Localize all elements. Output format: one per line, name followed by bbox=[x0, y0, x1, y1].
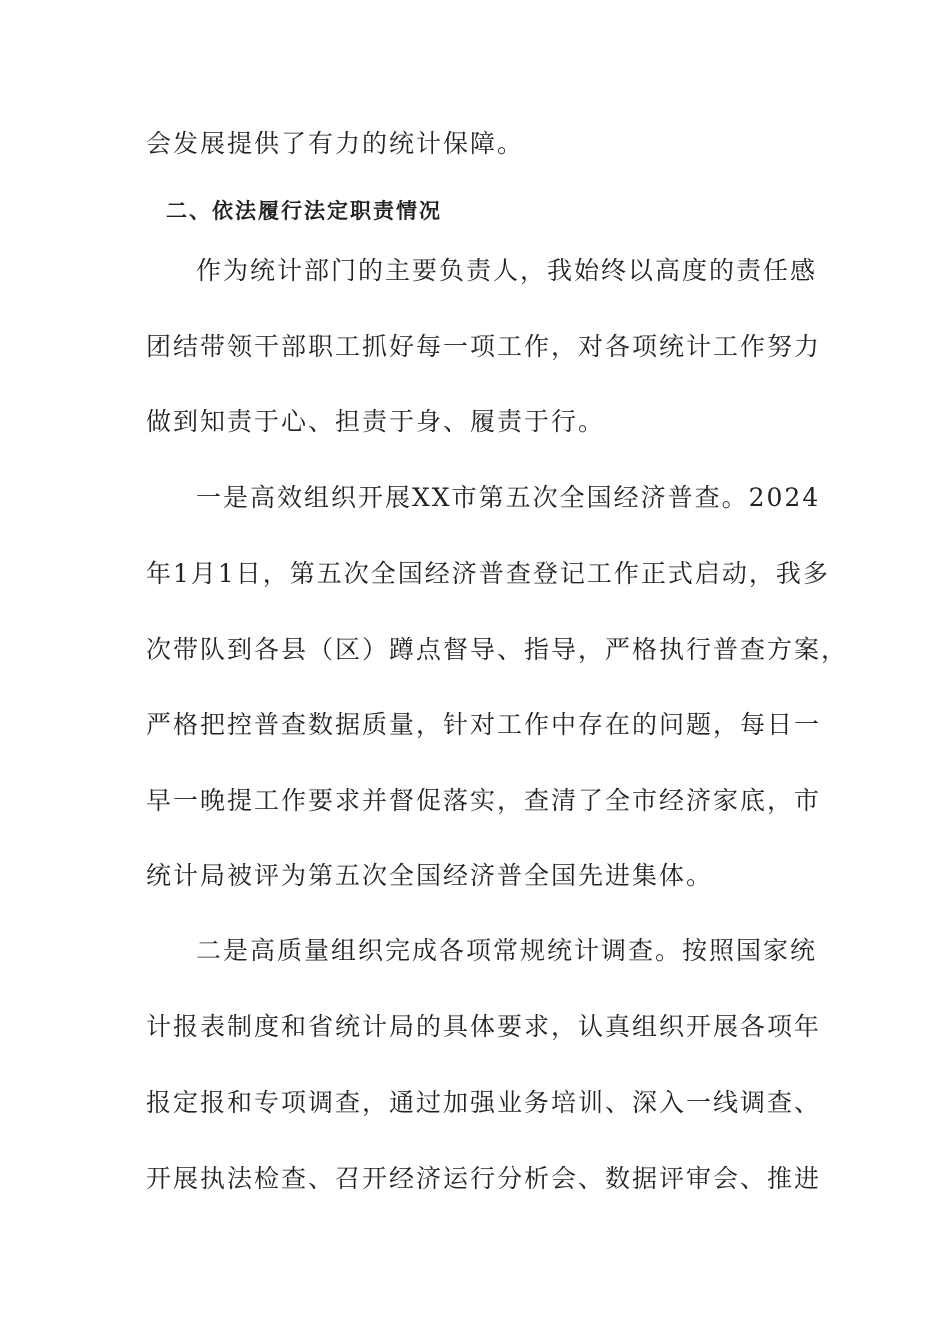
text-line-3: 作为统计部门的主要负责人，我始终以高度的责任感 bbox=[196, 256, 818, 285]
text-line-8: 次带队到各县（区）蹲点督导、指导，严格执行普查方案， bbox=[146, 635, 849, 664]
text-line-10: 早一晚提工作要求并督促落实，查清了全市经济家底，市 bbox=[146, 786, 822, 815]
text-line-4: 团结带领干部职工抓好每一项工作，对各项统计工作努力 bbox=[146, 332, 822, 361]
text-line-1: 会发展提供了有力的统计保障。 bbox=[146, 129, 525, 158]
section-heading: 二、依法履行法定职责情况 bbox=[166, 198, 442, 223]
text-line-5: 做到知责于心、担责于身、履责于行。 bbox=[146, 407, 606, 436]
text-line-9: 严格把控普查数据质量，针对工作中存在的问题，每日一 bbox=[146, 710, 822, 739]
text-line-13: 计报表制度和省统计局的具体要求，认真组织开展各项年 bbox=[146, 1012, 822, 1041]
text-line-15: 开展执法检查、召开经济运行分析会、数据评审会、推进 bbox=[146, 1164, 822, 1193]
text-line-7: 年1月1日，第五次全国经济普查登记工作正式启动，我多 bbox=[146, 559, 830, 588]
text-line-14: 报定报和专项调查，通过加强业务培训、深入一线调查、 bbox=[146, 1088, 822, 1117]
text-line-6: 一是高效组织开展XX市第五次全国经济普查。2024 bbox=[196, 483, 821, 512]
text-line-12: 二是高质量组织完成各项常规统计调查。按照国家统 bbox=[196, 936, 818, 965]
text-line-11: 统计局被评为第五次全国经济普全国先进集体。 bbox=[146, 861, 714, 890]
